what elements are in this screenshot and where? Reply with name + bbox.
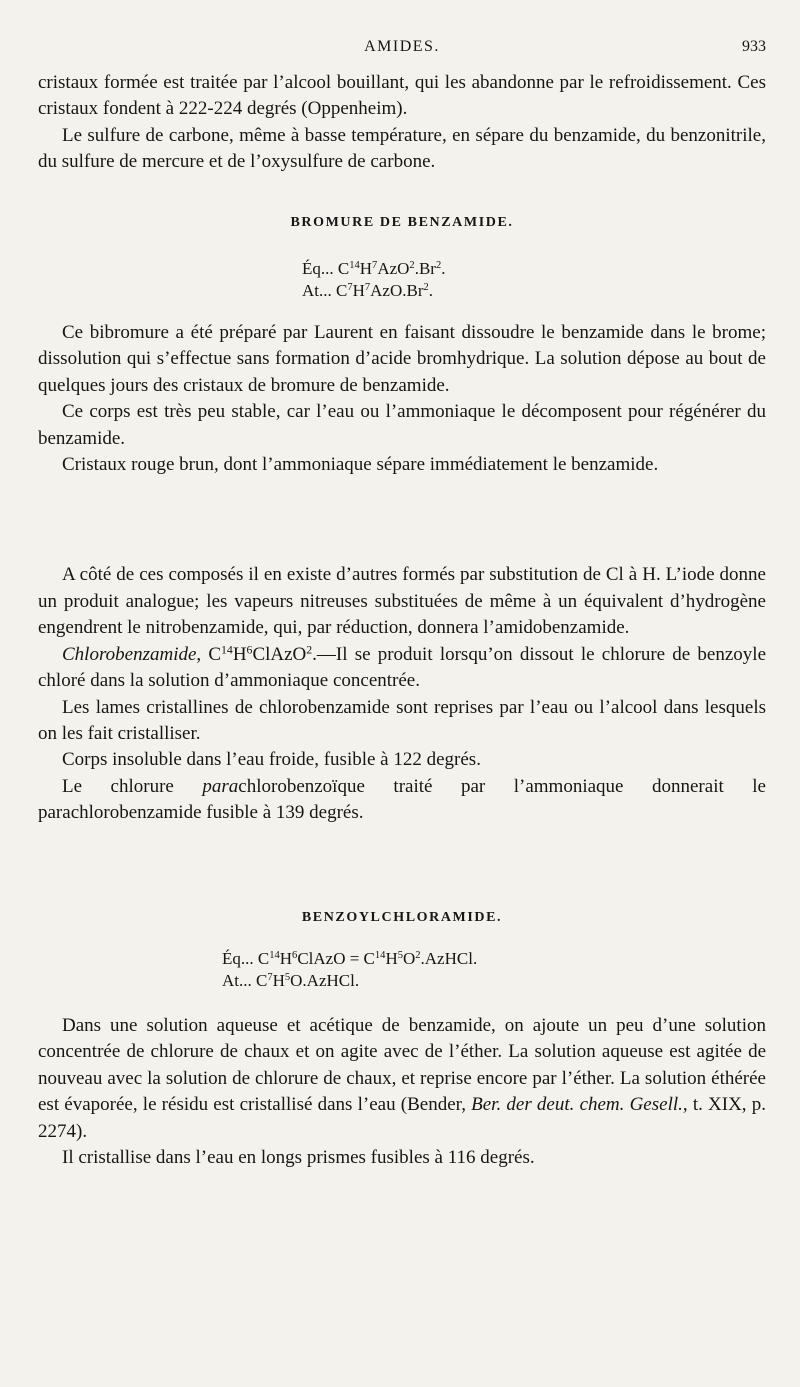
section-spacer [38,478,766,562]
page-number: 933 [742,38,766,55]
paragraph-parachloro: Le chlorure parachlorobenzoïque traité par l’ammoniaque donnerait le parachlorobenzamide fusible à 139 degrés. [38,775,766,824]
paragraph-crystallization: Il cristallise dans l’eau en longs prismes fusibles à 116 degrés. [62,1146,535,1168]
formula-eq-line [302,258,542,280]
section-spacer [38,827,766,905]
formula-label: At... [222,970,256,990]
paragraph-stability: Ce corps est très peu stable, car l’eau ou l’ammoniaque le décomposent pour régénérer du benzamide. [38,401,766,449]
formula-text: $C^7H^5O.AzHCl$. [256,970,360,990]
formula-text: $C^{14}H^6ClAzO$ = $C^{14}H^5O^2.AzHCl$. [257,948,478,968]
paragraph-bibromure: Ce bibromure a été préparé par Laurent en faisant dissoudre le benzamide dans le brome; dissolution qui s’effectue sans formation d’acide bromhydrique. La solution dépose au bout de quelques jours des cristaux de bromure de benzamide. [38,322,766,396]
page-text [38,70,766,1171]
formula-bromure [262,258,542,302]
formula-benzoylchloramide [222,948,582,992]
formula-at-line [222,970,582,992]
citation: Ber. der deut. chem. Gesell. [471,1094,683,1116]
compound-name: Chlorobenzamide [62,643,197,665]
formula-label: At... [302,281,336,301]
paragraph-preparation: Dans une solution aqueuse et acétique de benzamide, on ajoute un peu d’une solution concentrée de chlorure de chaux et on agite avec de l’éther. La solution aqueuse est agitée de nouveau avec la solution de chlorure de chaux, et reprise encore par l’éther. La solution éthérée est évaporée, le résidu est cristallisé dans l’eau (Bender, Ber. der deut. chem. Gesell., t. XIX, p. 2274). [38,1014,766,1142]
paragraph-substitution: A côté de ces composés il en existe d’autres formés par substitution de Cl à H. L’iode donne un produit analogue; les vapeurs nitreuses substituées de même à un équivalent d’hydrogène engendrent le nitrobenzamide, qui, par réduction, donnera l’amidobenzamide. [38,564,766,639]
formula-at-line [302,280,542,302]
paragraph-continuation: cristaux formée est traitée par l’alcool bouillant, qui les abandonne par le refroidissement. Ces cristaux fondent à 222-224 degrés (Oppenheim). [38,72,766,120]
chloro-formula: $C^{14}H^6ClAzO^2$ [208,643,313,665]
running-title: AMIDES. [364,38,440,55]
formula-eq-line [222,948,582,970]
section-spacer [38,176,766,210]
paragraph-crystals: Cristaux rouge brun, dont l’ammoniaque sépare immédiatement le benzamide. [62,454,659,476]
paragraph-lames: Les lames cristallines de chlorobenzamide sont reprises par l’eau ou l’alcool dans lesquels on les fait cristalliser. [38,696,766,744]
paragraph-carbon-sulfide: Le sulfure de carbone, même à basse température, en sépare du benzamide, du benzonitrile, du sulfure de mercure et de l’oxysulfure de carbone. [38,124,766,173]
running-head [38,38,766,62]
section-title-benzoylchloramide: BENZOYLCHLORAMIDE. [301,909,503,925]
section-title-bromure: BROMURE DE BENZAMIDE. [290,214,514,230]
formula-label: Éq... [302,259,338,279]
paragraph-chlorobenzamide: Chlorobenzamide, $C^{14}H^6ClAzO^2.—Il$ se produit lorsqu’on dissout le chlorure de benzoyle chloré dans la solution d’ammoniaque concentrée. [38,643,767,692]
formula-text: $C^7H^7AzO.Br^2$. [336,281,434,301]
formula-text: $C^{14}H^7AzO^2.Br^2$. [337,259,446,279]
chloro-description: .—Il se produit lorsqu’on dissout le chlorure de benzoyle chloré dans la solution d’ammoniaque concentrée. [38,643,767,692]
paragraph-insoluble: Corps insoluble dans l’eau froide, fusible à 122 degrés. [62,749,481,771]
formula-label: Éq... [222,948,258,968]
